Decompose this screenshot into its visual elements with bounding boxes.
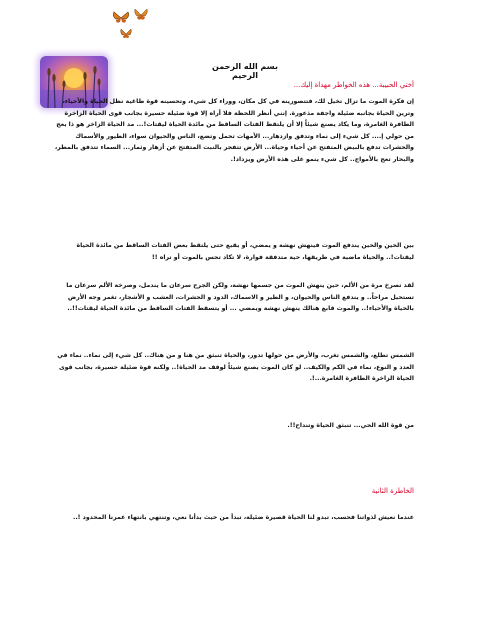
paragraph-5: من قوة الله الحي... تنبثق الحياة وتنداح!!. — [287, 422, 414, 429]
butterfly-icon — [134, 8, 148, 22]
butterfly-icon — [112, 10, 130, 26]
section-heading-dedication: أختي الحبيبة... هذه الخواطر مهداة إليك... — [293, 81, 414, 89]
paragraph-2: بين الحين والحين يندفع الموت فينهش نهشة و يمضي، أو يقبع حتى يلتقط بعض الفتات الساقط من مائدة الحياة ليقتات!.. والحياة ماضية في طريقها، حية متدفقة فوارة، لا تكاد تحس بالموت أو تراه !! — [76, 242, 414, 261]
paragraph-1: إن فكرة الموت ما تزال تخيل لك، فتتصورينه في كل مكان، ووراء كل شيء، وتحسينه قوة طاغية تظل الحياة والأحياء، وترين الحياة بجانبه ضئيلة واجفة مذعورة. إنني أنظر اللحظة فلا أراه إلا قوة ضئيلة حسيرة بجانب قوى الحياة الزاخرة الطافرة الغامرة، وما يكاد يصنع شيئاً إلا أن يلتقط الفتات الساقط من مائدة الحياة ليقتات!... مد الحياة الزاخر هو ذا يعج من حولي إ.... كل شيء إلى نماء وتدفق وازدهار... الأمهات تحمل وتضع، الناس والحيوان سواء، الطيور والأسماك والحشرات تدفع بالبيض المتفتح عن أحياء وحياة... الأرض تتفجر بالنبت المتفتح عن أزهار وثمار... السماء تتدفق بالمطر، والبحار تعج بالأمواج.. كل شيء ينمو على هذه الأرض ويزداد!. — [54, 98, 414, 163]
paragraph-4: الشمس تطلع، والشمس تغرب، والأرض من حولها تدور، والحياة تنبثق من هنا و من هناك.. كل شيء إلى نماء.. نماء في العدد و النوع، نماء في الكم والكيف.. لو كان الموت يصنع شيئاً لوقف مد الحياة!.. ولكنه قوة ضئيلة حسيرة، بجانب قوى الحياة الزاخرة الطافرة الغامرة...!. — [57, 352, 414, 382]
section-heading-second: الخاطرة الثانية — [371, 487, 414, 495]
paragraph-6: عندما نعيش لذواتنا فحسب، تبدو لنا الحياة قصيرة ضئيلة، تبدأ من حيث بدأنا نعي، وتنتهي بانتهاء عمرنا المحدود !.. — [72, 514, 414, 521]
paragraph-3: لقد تصرخ مرة من الألم، حين ينهش الموت من جسمها نهشة، ولكن الجرح سرعان ما يندمل، وصرخة الألم سرعان ما تستحيل مراحاً.. و يندفع الناس والحيوان، و الطير و الاسماك، الدود و الحشرات، العشب و الأشجار، تغمر وجه الأرض بالحياة والأحياء!.. والموت قابع هنالك ينهش نهشة ويمضي ... أو يتسقط الفتات الساقط من مائدة الحياة ليقتات!!.. — [66, 282, 414, 312]
basmala-heading: بسم الله الرحمن الرحيم — [212, 62, 278, 80]
butterfly-icon — [120, 28, 132, 40]
